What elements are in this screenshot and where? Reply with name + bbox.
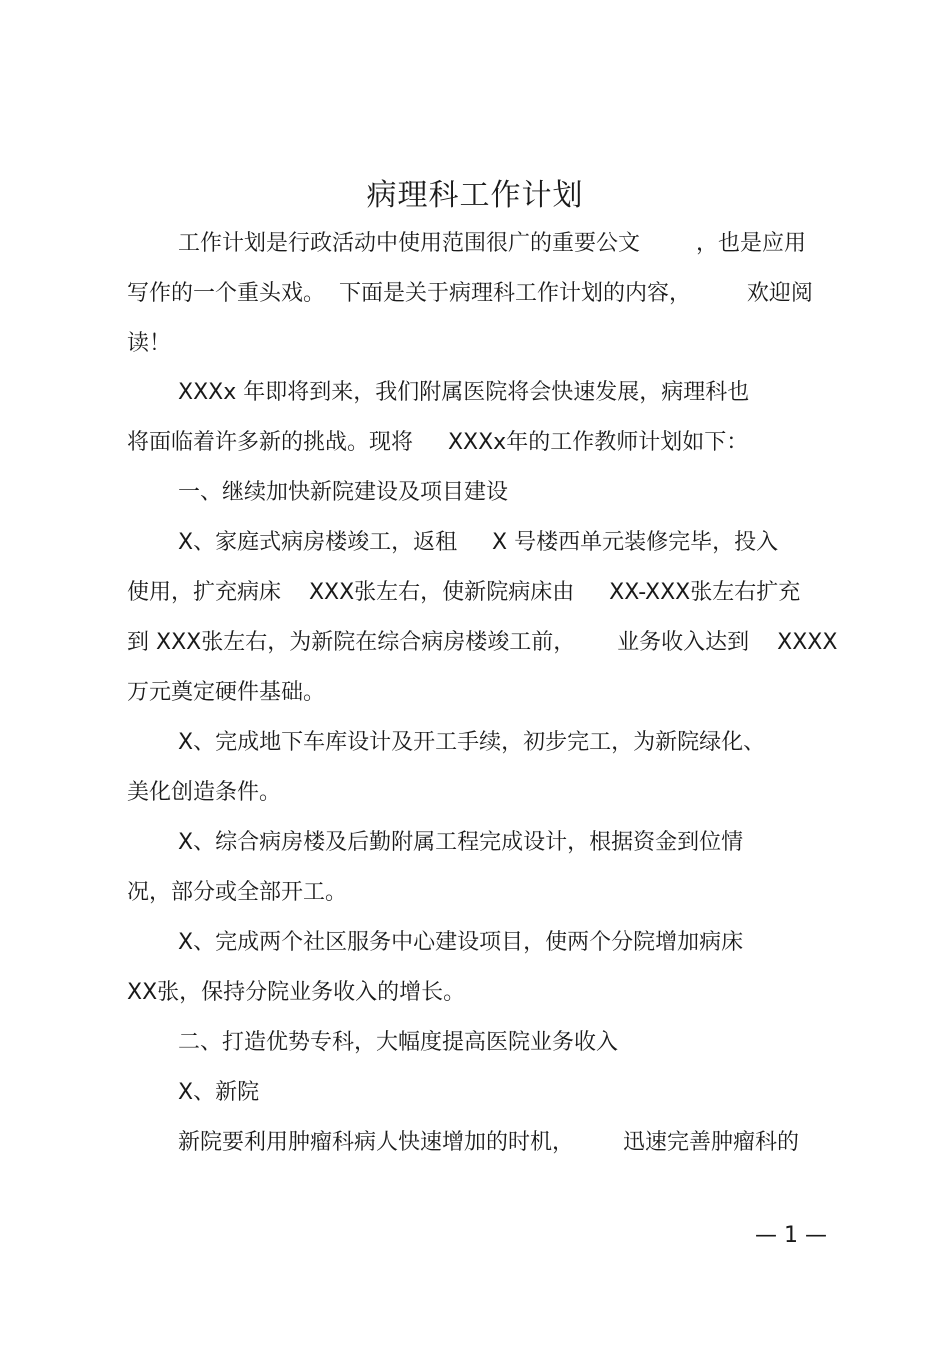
paragraph-line: X、完成地下车库设计及开工手续，初步完工，为新院绿化、 — [178, 730, 766, 755]
paragraph-line: 况，部分或全部开工。 — [127, 880, 348, 905]
paragraph-line: X、家庭式病房楼竣工，返租 X 号楼西单元装修完毕，投入 — [178, 530, 779, 555]
page-number: — 1 — — [755, 1223, 827, 1248]
paragraph-line: 新院要利用肿瘤科病人快速增加的时机， 迅速完善肿瘤科的 — [178, 1130, 799, 1155]
paragraph-line: XX张，保持分院业务收入的增长。 — [127, 980, 466, 1005]
paragraph-line: X、综合病房楼及后勤附属工程完成设计，根据资金到位情 — [178, 830, 744, 855]
paragraph-line: 工作计划是行政活动中使用范围很广的重要公文 ，也是应用 — [178, 231, 806, 256]
paragraph-line: 美化创造条件。 — [127, 780, 282, 805]
paragraph-line: 万元奠定硬件基础。 — [127, 680, 326, 705]
paragraph-line: 到 XXX张左右，为新院在综合病房楼竣工前， 业务收入达到 XXXX — [127, 630, 838, 655]
paragraph-line: 读！ — [127, 331, 172, 356]
section-heading: 二、打造优势专科，大幅度提高医院业务收入 — [178, 1030, 619, 1055]
paragraph-line: 将面临着许多新的挑战。现将 XXXx年的工作教师计划如下： — [127, 430, 749, 455]
subsection-heading: X、新院 — [178, 1080, 260, 1105]
section-heading: 一、继续加快新院建设及项目建设 — [178, 480, 509, 505]
document-title: 病理科工作计划 — [366, 178, 584, 213]
paragraph-line: XXXx 年即将到来，我们附属医院将会快速发展，病理科也 — [178, 380, 750, 405]
paragraph-line: 写作的一个重头戏。 下面是关于病理科工作计划的内容， 欢迎阅 — [127, 281, 813, 306]
paragraph-line: 使用，扩充病床 XXX张左右，使新院病床由 XX-XXX张左右扩充 — [127, 580, 801, 605]
paragraph-line: X、完成两个社区服务中心建设项目，使两个分院增加病床 — [178, 930, 744, 955]
